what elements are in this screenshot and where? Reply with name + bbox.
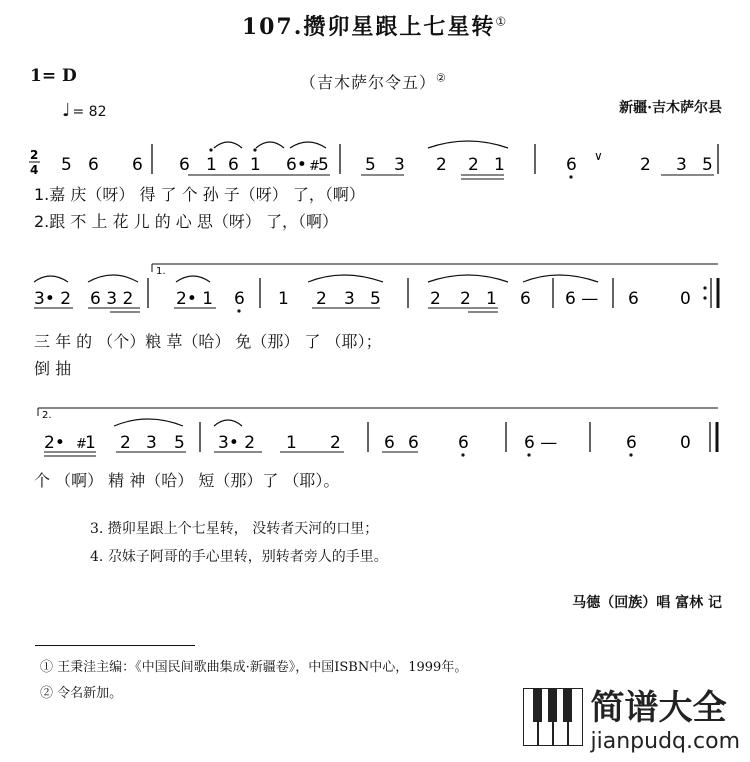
svg-text:1: 1 bbox=[206, 155, 217, 175]
svg-text:6: 6 bbox=[408, 433, 419, 453]
score-line-2 bbox=[28, 258, 728, 328]
svg-text:1: 1 bbox=[278, 289, 289, 309]
svg-text:5: 5 bbox=[174, 433, 185, 453]
svg-text:2: 2 bbox=[430, 289, 441, 309]
svg-text:2: 2 bbox=[316, 289, 327, 309]
quarter-note-icon: ♩ bbox=[62, 100, 71, 121]
lyrics-line-2-verse-1: 三 年 的 （个）粮 草（哈） 免（那） 了 （耶）； bbox=[34, 332, 382, 351]
svg-text:6: 6 bbox=[228, 155, 239, 175]
song-subtitle: （吉木萨尔令五）② bbox=[300, 71, 447, 92]
svg-text:1: 1 bbox=[494, 155, 505, 175]
svg-text:2• 1: 2• 1 bbox=[176, 289, 214, 309]
svg-text:2: 2 bbox=[30, 148, 39, 162]
piano-keys-icon bbox=[523, 688, 583, 746]
svg-text:2: 2 bbox=[460, 289, 471, 309]
svg-text:5: 5 bbox=[370, 289, 381, 309]
score-line-3 bbox=[28, 400, 728, 470]
svg-text:6: 6 bbox=[566, 155, 577, 175]
svg-text:1.: 1. bbox=[156, 266, 166, 277]
key-signature: 1= D bbox=[30, 66, 77, 86]
svg-text:∨: ∨ bbox=[594, 149, 603, 163]
tempo-marking: ♩ = 82 bbox=[62, 100, 107, 121]
svg-text:3: 3 bbox=[344, 289, 355, 309]
svg-text:0: 0 bbox=[680, 433, 691, 453]
svg-text:2: 2 bbox=[436, 155, 447, 175]
svg-text:6: 6 bbox=[234, 289, 245, 309]
verse-4: 4. 尕妹子阿哥的手心里转，别转者旁人的手里。 bbox=[90, 549, 388, 565]
page-title: 107.攒卯星跟上七星转① bbox=[241, 14, 509, 40]
svg-text:6: 6 bbox=[132, 155, 143, 175]
lyrics-line-1-verse-1: 1.嘉 庆（呀） 得 了 个 孙 子（呀） 了，（啊） bbox=[34, 185, 365, 204]
footnote-1: ① 王秉洼主编：《中国民间歌曲集成·新疆卷》，中国ISBN中心，1999年。 bbox=[40, 660, 468, 675]
svg-text:0: 0 bbox=[680, 289, 691, 309]
svg-text:6: 6 bbox=[628, 289, 639, 309]
svg-text:5: 5 bbox=[61, 155, 72, 175]
verse-3: 3. 攒卯星跟上个七星转， 没转者天河的口里； bbox=[90, 521, 379, 537]
site-watermark: 简谱大全 jianpudq.com bbox=[523, 680, 740, 754]
lyrics-line-3-verse-1: 个 （啊） 精 神（哈） 短（那）了 （耶）。 bbox=[34, 471, 340, 490]
svg-text:6: 6 bbox=[179, 155, 190, 175]
svg-text:3• 2: 3• 2 bbox=[218, 433, 256, 453]
svg-text:#: # bbox=[76, 437, 87, 452]
svg-text:#: # bbox=[309, 159, 320, 174]
svg-text:3• 2: 3• 2 bbox=[34, 289, 72, 309]
svg-text:2•: 2• bbox=[44, 433, 65, 453]
svg-text:5: 5 bbox=[318, 155, 329, 175]
svg-text:1: 1 bbox=[486, 289, 497, 309]
svg-text:6 —: 6 — bbox=[524, 433, 558, 453]
svg-text:2: 2 bbox=[640, 155, 651, 175]
svg-text:5: 5 bbox=[365, 155, 376, 175]
svg-text:1: 1 bbox=[250, 155, 261, 175]
svg-text:2: 2 bbox=[120, 433, 131, 453]
svg-text:1: 1 bbox=[286, 433, 297, 453]
svg-text:2: 2 bbox=[330, 433, 341, 453]
svg-text:3: 3 bbox=[146, 433, 157, 453]
svg-text:6•: 6• bbox=[286, 155, 307, 175]
svg-text:6: 6 bbox=[458, 433, 469, 453]
lyrics-line-1-verse-2: 2.跟 不 上 花 儿 的 心 思（呀） 了，（啊） bbox=[34, 212, 338, 231]
svg-text:3: 3 bbox=[676, 155, 687, 175]
footnote-divider bbox=[35, 645, 195, 646]
performer-credit: 马德（回族）唱 富林 记 bbox=[572, 595, 722, 611]
svg-text:2.: 2. bbox=[42, 410, 52, 421]
svg-text:6 —: 6 — bbox=[565, 289, 599, 309]
svg-text:1: 1 bbox=[85, 433, 96, 453]
svg-text:6: 6 bbox=[88, 155, 99, 175]
svg-text:6: 6 bbox=[384, 433, 395, 453]
svg-text:6: 6 bbox=[626, 433, 637, 453]
svg-text:5: 5 bbox=[702, 155, 713, 175]
footnote-2: ② 令名新加。 bbox=[40, 686, 123, 701]
svg-text:4: 4 bbox=[30, 163, 39, 177]
svg-text:3: 3 bbox=[394, 155, 405, 175]
lyrics-line-2-verse-2: 倒 抽 bbox=[34, 359, 72, 378]
song-origin: 新疆·吉木萨尔县 bbox=[619, 100, 722, 116]
svg-text:6: 6 bbox=[520, 289, 531, 309]
svg-text:2: 2 bbox=[468, 155, 479, 175]
svg-text:6 3 2: 6 3 2 bbox=[90, 289, 134, 309]
